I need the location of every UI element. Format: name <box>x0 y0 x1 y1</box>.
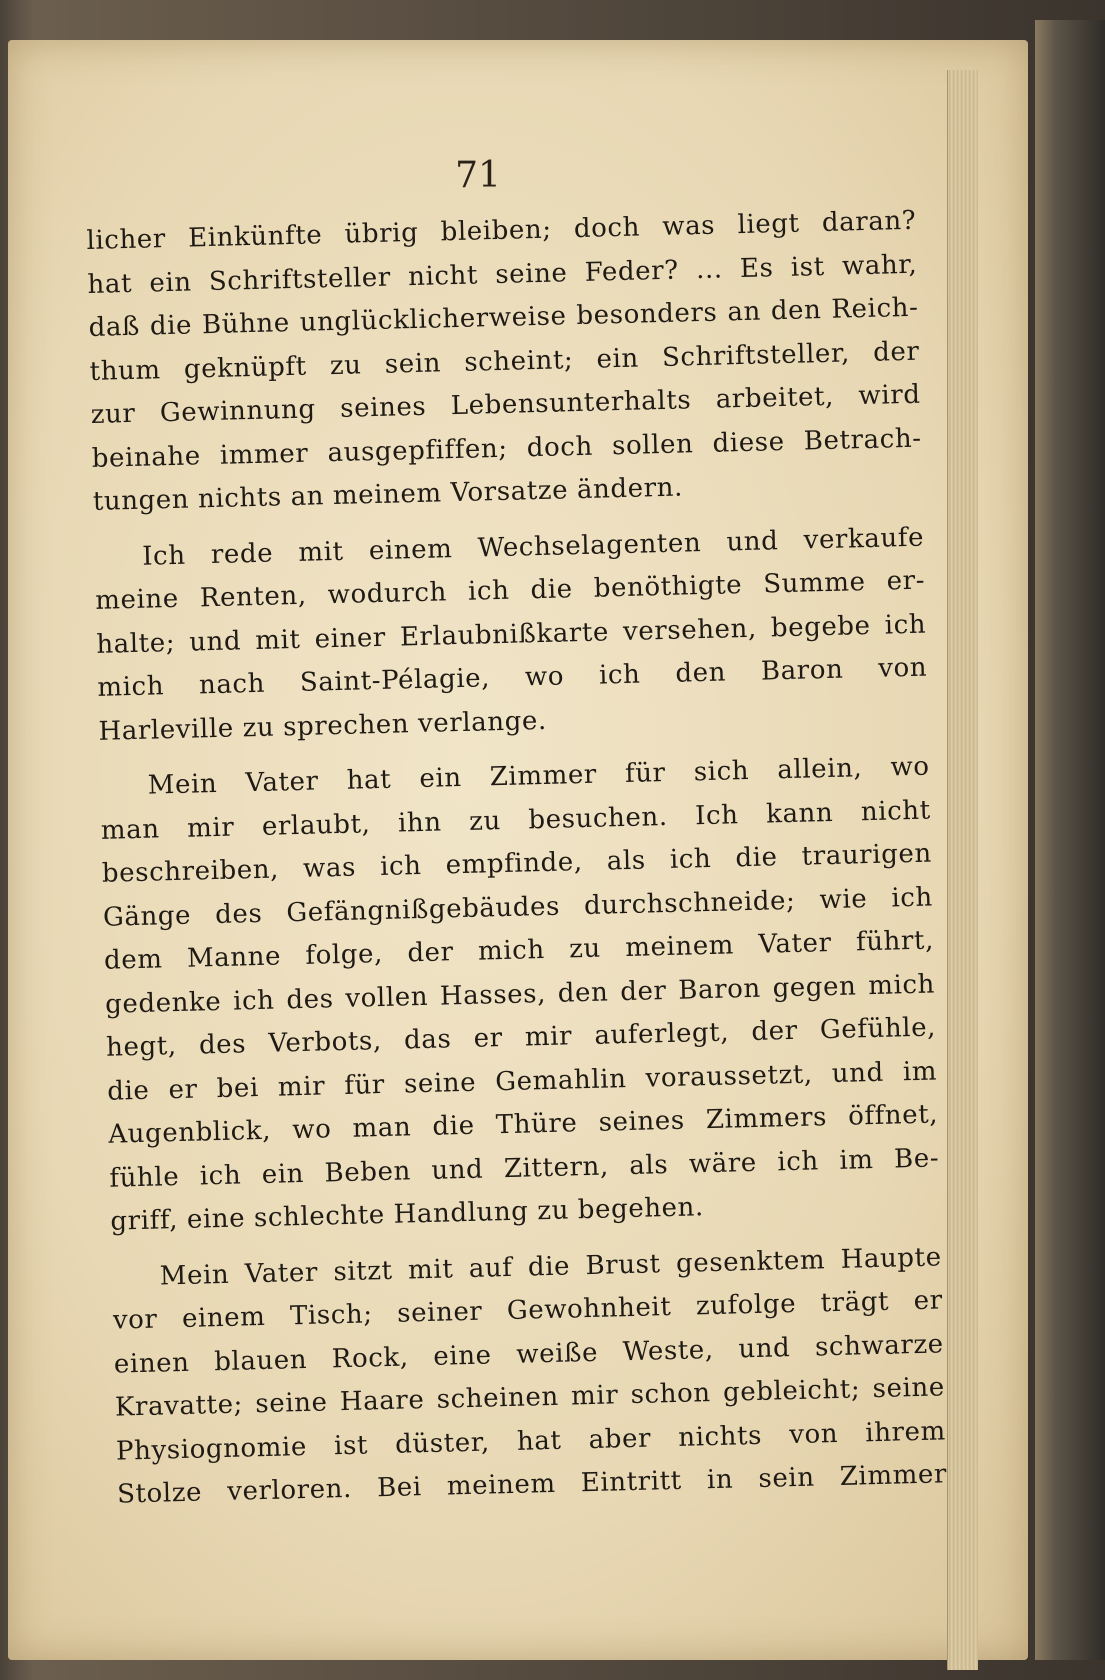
text-line: zur Gewinnung seines Lebensunterhalts arbeitet, wird <box>90 379 921 430</box>
text-line: Kravatte; seine Haare scheinen mir schon gebleicht; seine <box>114 1372 946 1423</box>
text-line: beinahe immer ausgepfiffen; doch sollen diese Betrach- <box>91 423 922 474</box>
text-line: gedenke ich des vollen Hasses, den der Baron gegen mich <box>104 968 936 1020</box>
text-line: Mein Vater sitzt mit auf die Brust gesenktem Haupte <box>159 1241 942 1292</box>
text-line: Mein Vater hat ein Zimmer für sich allein, wo <box>147 751 930 801</box>
text-line: mich nach Saint-Pélagie, wo ich den Baron von <box>97 652 928 703</box>
text-line: meine Renten, wodurch ich die benöthigte Summe er- <box>94 565 926 616</box>
text-line: halte; und mit einer Erlaubnißkarte versehen, begebe ich <box>96 609 927 660</box>
text-line: fühle ich ein Beben und Zittern, als wäre ich im Be- <box>109 1142 940 1194</box>
book-cover-edge <box>1035 20 1105 1660</box>
text-line: Harleville zu sprechen verlange. <box>98 705 548 747</box>
book-page <box>8 40 1028 1660</box>
text-line: vor einem Tisch; seiner Gewohnheit zufolge trägt er <box>112 1285 944 1336</box>
text-line: hegt, des Verbots, das er mir auferlegt, der Gefühle, <box>105 1012 937 1063</box>
text-line: Gänge des Gefängnißgebäudes durchschneide; wie ich <box>102 882 934 933</box>
text-line: licher Einkünfte übrig bleiben; doch was liegt daran? <box>86 205 917 256</box>
text-line: griff, eine schlechte Handlung zu begehen. <box>110 1192 705 1237</box>
text-line: dem Manne folge, der mich zu meinem Vater führt, <box>103 925 935 976</box>
text-line: Augenblick, wo man die Thüre seines Zimmers öffnet, <box>107 1099 939 1150</box>
page-text <box>86 200 947 1517</box>
text-line: man mir erlaubt, ihn zu besuchen. Ich kann nicht <box>100 795 932 846</box>
text-line: die er bei mir für seine Gemahlin voraussetzt, und im <box>106 1055 938 1107</box>
text-line: tungen nichts an meinem Vorsatze ändern. <box>92 472 684 517</box>
text-line: thum geknüpft zu sein scheint; ein Schriftsteller, der <box>89 336 920 387</box>
text-line: beschreiben, was ich empfinde, als ich die traurigen <box>101 838 933 889</box>
text-line: hat ein Schriftsteller nicht seine Feder? ... Es ist wahr, <box>87 249 918 300</box>
text-line: Stolze verloren. Bei meinem Eintritt in sein Zimmer <box>116 1459 948 1510</box>
page-number: 71 <box>455 155 501 196</box>
text-line: einen blauen Rock, eine weiße Weste, und schwarze <box>113 1328 945 1380</box>
page-stack-edges <box>947 70 978 1670</box>
text-line: Physiognomie ist düster, hat aber nichts von ihrem <box>115 1415 947 1467</box>
text-line: Ich rede mit einem Wechselagenten und verkaufe <box>141 522 925 572</box>
text-line: daß die Bühne unglücklicherweise besonders an den Reich- <box>88 292 919 343</box>
